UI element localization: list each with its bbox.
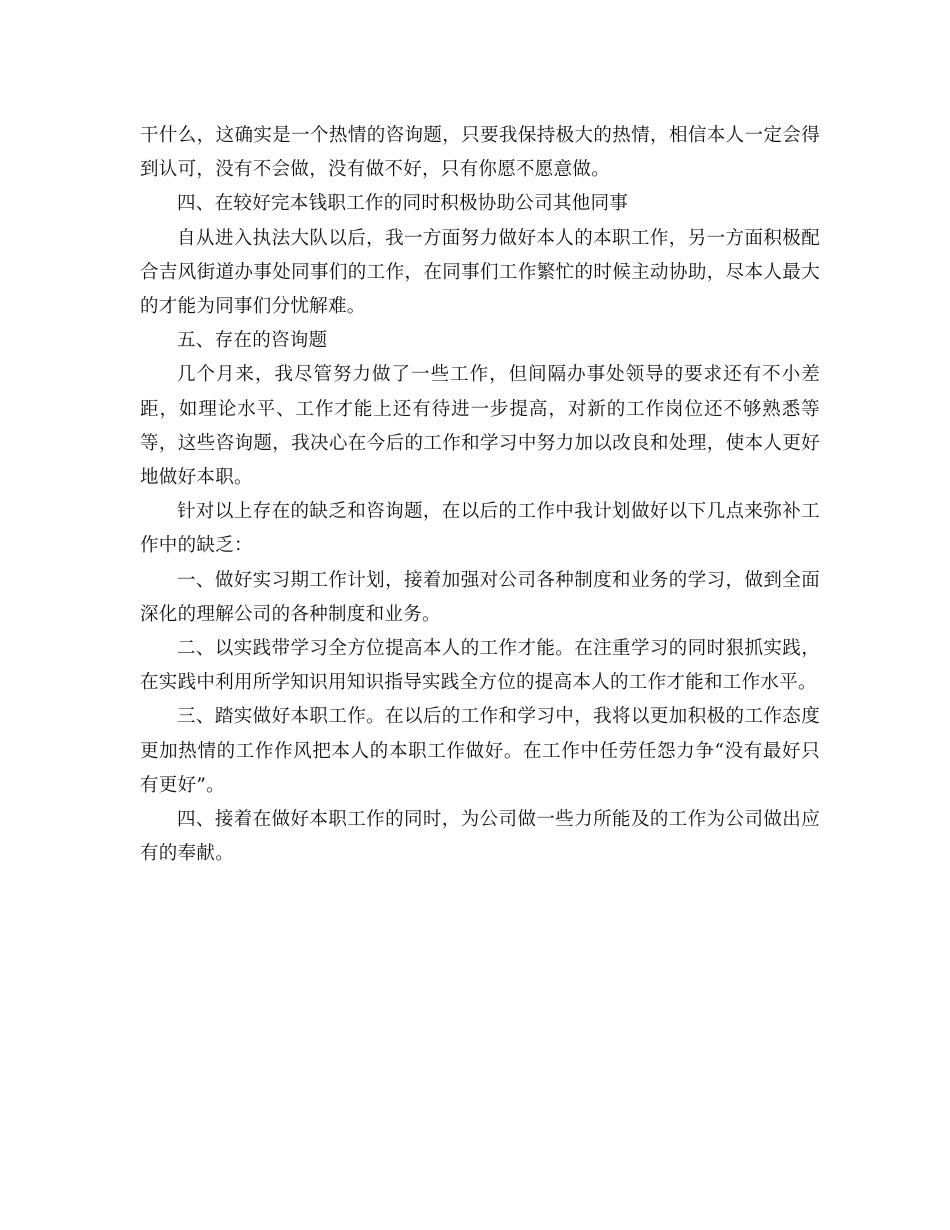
plan-item-one: 一、做好实习期工作计划，接着加强对公司各种制度和业务的学习，做到全面深化的理解公司的各种制度和业务。 — [140, 569, 820, 625]
document-body — [140, 119, 820, 871]
plan-item-two: 二、以实践带学习全方位提高本人的工作才能。在注重学习的同时狠抓实践，在实践中利用所学知识用知识指导实践全方位的提高本人的工作才能和工作水平。 — [140, 638, 820, 694]
plan-item-four: 四、接着在做好本职工作的同时，为公司做一些力所能及的工作为公司做出应有的奉献。 — [140, 809, 820, 865]
paragraph-continuation: 干什么，这确实是一个热情的咨询题，只要我保持极大的热情，相信本人一定会得到认可，没有不会做，没有做不好，只有你愿不愿意做。 — [140, 125, 820, 181]
section-heading-four: 四、在较好完本钱职工作的同时积极协助公司其他同事 — [177, 193, 629, 215]
paragraph: 针对以上存在的缺乏和咨询题，在以后的工作中我计划做好以下几点来弥补工作中的缺乏： — [140, 501, 820, 557]
plan-item-three: 三、踏实做好本职工作。在以后的工作和学习中，我将以更加积极的工作态度更加热情的工作作风把本人的本职工作做好。在工作中任劳任怨力争“没有最好只有更好”。 — [140, 706, 820, 796]
paragraph: 自从进入执法大队以后，我一方面努力做好本人的本职工作，另一方面积极配合吉风街道办事处同事们的工作，在同事们工作繁忙的时候主动协助，尽本人最大的才能为同事们分忧解难。 — [140, 227, 820, 318]
paragraph: 几个月来，我尽管努力做了一些工作，但间隔办事处领导的要求还有不小差距，如理论水平、工作才能上还有待进一步提高，对新的工作岗位还不够熟悉等等，这些咨询题，我决心在今后的工作和学习中努力加以改良和处理，使本人更好地做好本职。 — [140, 364, 820, 489]
section-heading-five: 五、存在的咨询题 — [177, 330, 328, 352]
